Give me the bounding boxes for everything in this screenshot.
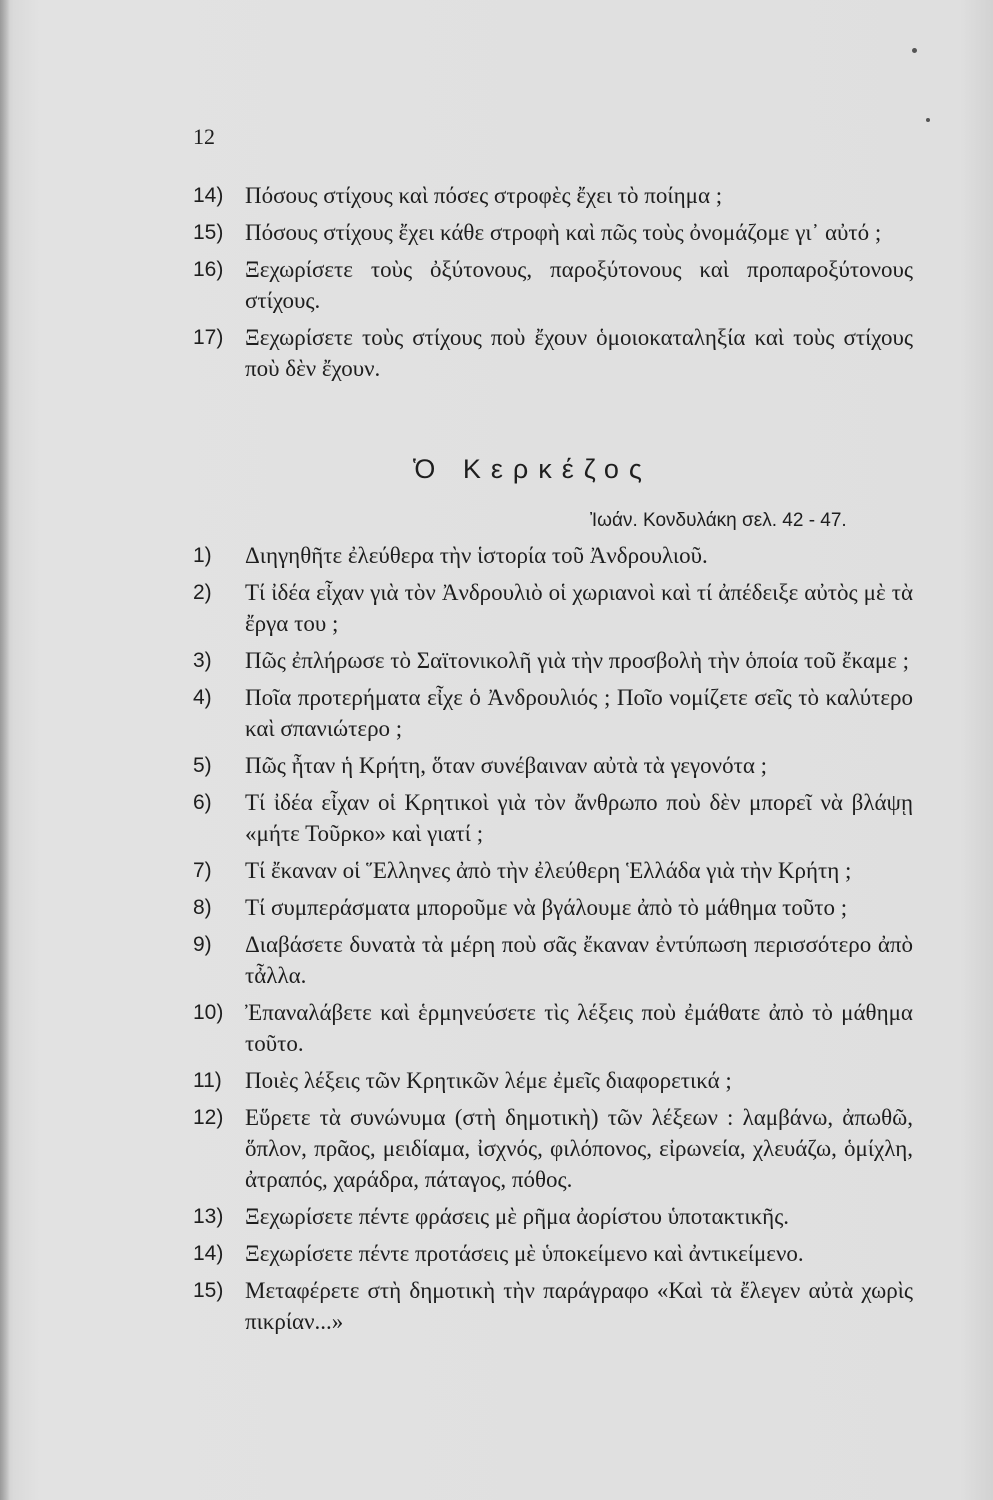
question-item <box>193 1201 913 1232</box>
question-number: 6) <box>193 791 212 814</box>
question-item <box>193 322 913 384</box>
question-item <box>193 997 913 1059</box>
question-text: Τί ἰδέα εἶχαν οἱ Κρητικοὶ γιὰ τὸν ἄνθρωπο ποὺ δὲν μπορεῖ νὰ βλάψῃ «μήτε Τοῦρκο» καὶ γιατί ; <box>245 790 913 846</box>
question-text: Μεταφέρετε στὴ δημοτικὴ τὴν παράγραφο «Καὶ τὰ ἔλεγεν αὐτὰ χωρὶς πικρίαν...» <box>245 1278 913 1334</box>
page-number: 12 <box>193 124 215 149</box>
question-text: Ποῖα προτερήματα εἶχε ὁ Ἀνδρουλιός ; Ποῖο νομίζετε σεῖς τὸ καλύτερο καὶ σπανιώτερο ; <box>245 685 913 741</box>
question-item <box>193 1275 913 1337</box>
question-item <box>193 645 913 676</box>
question-number: 7) <box>193 859 212 882</box>
question-text: Ἐπαναλάβετε καὶ ἑρμηνεύσετε τὶς λέξεις ποὺ ἐμάθατε ἀπὸ τὸ μάθημα τοῦτο. <box>245 1000 913 1056</box>
question-text: Πῶς ἦταν ἡ Κρήτη, ὅταν συνέβαιναν αὐτὰ τὰ γεγονότα ; <box>245 753 768 778</box>
poem-questions <box>193 180 913 384</box>
question-number: 17) <box>193 326 224 349</box>
question-number: 5) <box>193 754 212 777</box>
question-item <box>193 929 913 991</box>
question-item <box>193 540 913 571</box>
question-number: 11) <box>193 1069 222 1092</box>
question-number: 16) <box>193 258 224 281</box>
question-item <box>193 892 913 923</box>
question-text: Ποιὲς λέξεις τῶν Κρητικῶν λέμε ἐμεῖς διαφορετικά ; <box>245 1068 732 1093</box>
question-number: 9) <box>193 933 212 956</box>
question-item <box>193 254 913 316</box>
question-item <box>193 180 913 211</box>
question-text: Πῶς ἐπλήρωσε τὸ Σαϊτονικολῆ γιὰ τὴν προσβολὴ τὴν ὁποία τοῦ ἔκαμε ; <box>245 648 910 673</box>
question-text: Τί ἰδέα εἶχαν γιὰ τὸν Ἀνδρουλιὸ οἱ χωριανοὶ καὶ τί ἀπέδειξε αὐτὸς μὲ τὰ ἔργα του ; <box>245 580 913 636</box>
question-text: Εὕρετε τὰ συνώνυμα (στὴ δημοτικὴ) τῶν λέξεων : λαμβάνω, ἀπωθῶ, ὅπλον, πρᾶος, μειδίαμα, ἰσχνός, φιλόπονος, εἰρωνεία, χλευάζω, ὁμίχλη, ἀτραπός, χαράδρα, πάταγος, πόθος. <box>245 1105 913 1192</box>
question-text: Ξεχωρίσετε τοὺς στίχους ποὺ ἔχουν ὁμοιοκαταληξία καὶ τοὺς στίχους ποὺ δὲν ἔχουν. <box>245 325 913 381</box>
question-text: Πόσους στίχους καὶ πόσες στροφὲς ἔχει τὸ ποίημα ; <box>245 183 723 208</box>
question-text: Διηγηθῆτε ἐλεύθερα τὴν ἱστορία τοῦ Ἀνδρουλιοῦ. <box>245 543 708 568</box>
question-text: Τί ἔκαναν οἱ Ἕλληνες ἀπὸ τὴν ἐλεύθερη Ἑλλάδα γιὰ τὴν Κρήτη ; <box>245 858 852 883</box>
ink-speck <box>926 118 930 122</box>
question-number: 12) <box>193 1106 224 1129</box>
question-text: Ξεχωρίσετε πέντε προτάσεις μὲ ὑποκείμενο καὶ ἀντικείμενο. <box>245 1241 804 1266</box>
binding-shadow <box>0 0 10 1500</box>
ink-speck <box>912 48 917 53</box>
lesson-questions <box>193 540 913 1337</box>
question-number: 15) <box>193 1279 224 1302</box>
question-item <box>193 787 913 849</box>
question-number: 1) <box>193 544 212 567</box>
question-number: 14) <box>193 184 224 207</box>
question-number: 15) <box>193 221 224 244</box>
question-number: 8) <box>193 896 212 919</box>
question-item <box>193 750 913 781</box>
question-item <box>193 855 913 886</box>
question-item <box>193 1065 913 1096</box>
question-text: Ξεχωρίσετε πέντε φράσεις μὲ ρῆμα ἀορίστου ὑποτακτικῆς. <box>245 1204 790 1229</box>
question-text: Τί συμπεράσματα μποροῦμε νὰ βγάλουμε ἀπὸ τὸ μάθημα τοῦτο ; <box>245 895 848 920</box>
question-number: 4) <box>193 686 212 709</box>
question-number: 14) <box>193 1242 224 1265</box>
lesson-attribution: Ἰωάν. Κονδυλάκη σελ. 42 - 47. <box>590 510 847 531</box>
question-number: 2) <box>193 581 212 604</box>
question-number: 10) <box>193 1001 224 1024</box>
question-item <box>193 577 913 639</box>
question-item <box>193 217 913 248</box>
lesson-title: Ὁ Κερκέζος <box>413 454 652 484</box>
question-number: 13) <box>193 1205 224 1228</box>
question-number: 3) <box>193 649 212 672</box>
question-item <box>193 1102 913 1195</box>
question-text: Ξεχωρίσετε τοὺς ὀξύτονους, παροξύτονους καὶ προπαροξύτονους στίχους. <box>245 257 913 313</box>
question-text: Πόσους στίχους ἔχει κάθε στροφὴ καὶ πῶς τοὺς ὀνομάζομε γι᾿ αὐτό ; <box>245 220 882 245</box>
question-item <box>193 682 913 744</box>
question-item <box>193 1238 913 1269</box>
question-text: Διαβάσετε δυνατὰ τὰ μέρη ποὺ σᾶς ἔκαναν ἐντύπωση περισσότερο ἀπὸ τἆλλα. <box>245 932 913 988</box>
